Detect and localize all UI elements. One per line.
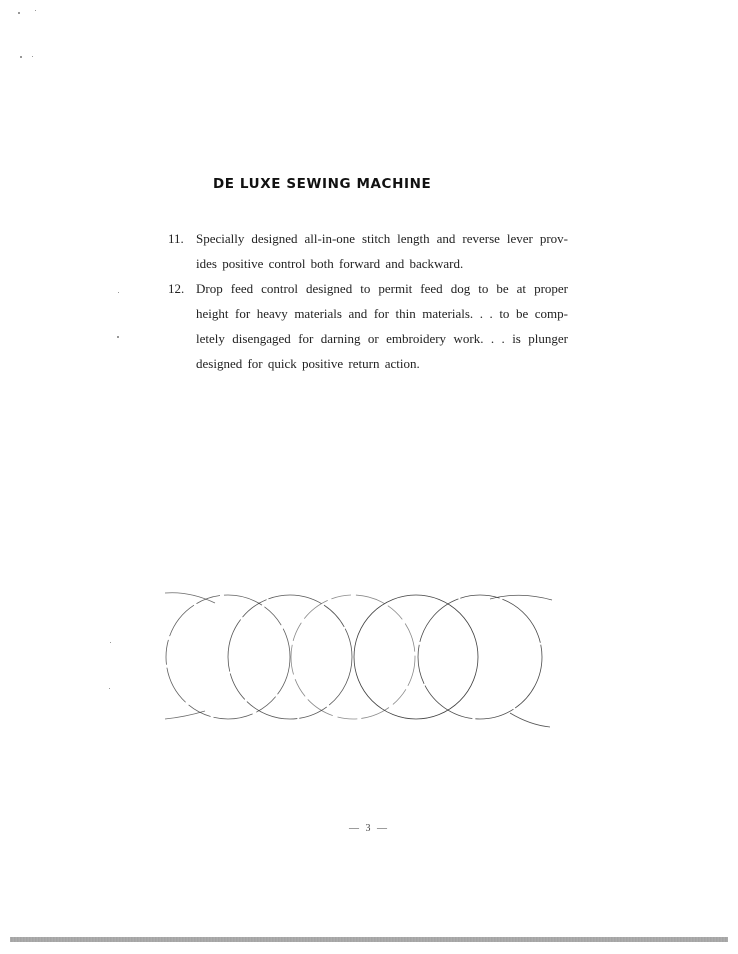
scan-speck: [117, 336, 119, 338]
scan-edge-rule: [10, 937, 728, 942]
scan-speck: [32, 56, 33, 57]
text-line: height for heavy materials and for thin materials. . . to be comp-: [196, 306, 568, 321]
text-line: Specially designed all-in-one stitch length and reverse lever prov-: [196, 231, 568, 246]
scan-speck: [20, 56, 22, 58]
text-line: Drop feed control designed to permit feed dog to be at proper: [196, 281, 568, 296]
text-line: ides positive control both forward and backward.: [196, 256, 464, 271]
list-item-12: [168, 276, 568, 376]
item-text: [196, 226, 568, 276]
scan-speck: [109, 688, 110, 689]
page-number: — 3 —: [349, 823, 389, 834]
text-line: letely disengaged for darning or embroidery work. . . is plunger: [196, 331, 568, 346]
item-number: 12.: [168, 281, 185, 296]
scan-speck: [18, 12, 20, 14]
text-line: designed for quick positive return action.: [196, 356, 420, 371]
scan-speck: [110, 642, 111, 643]
list-item-11: [168, 226, 568, 276]
scan-speck: [118, 292, 119, 293]
item-text: [196, 276, 568, 376]
stitch-pattern-illustration: [160, 585, 560, 735]
page-heading: DE LUXE SEWING MACHINE: [213, 176, 432, 192]
item-number: 11.: [168, 231, 184, 246]
scan-speck: [35, 10, 36, 11]
